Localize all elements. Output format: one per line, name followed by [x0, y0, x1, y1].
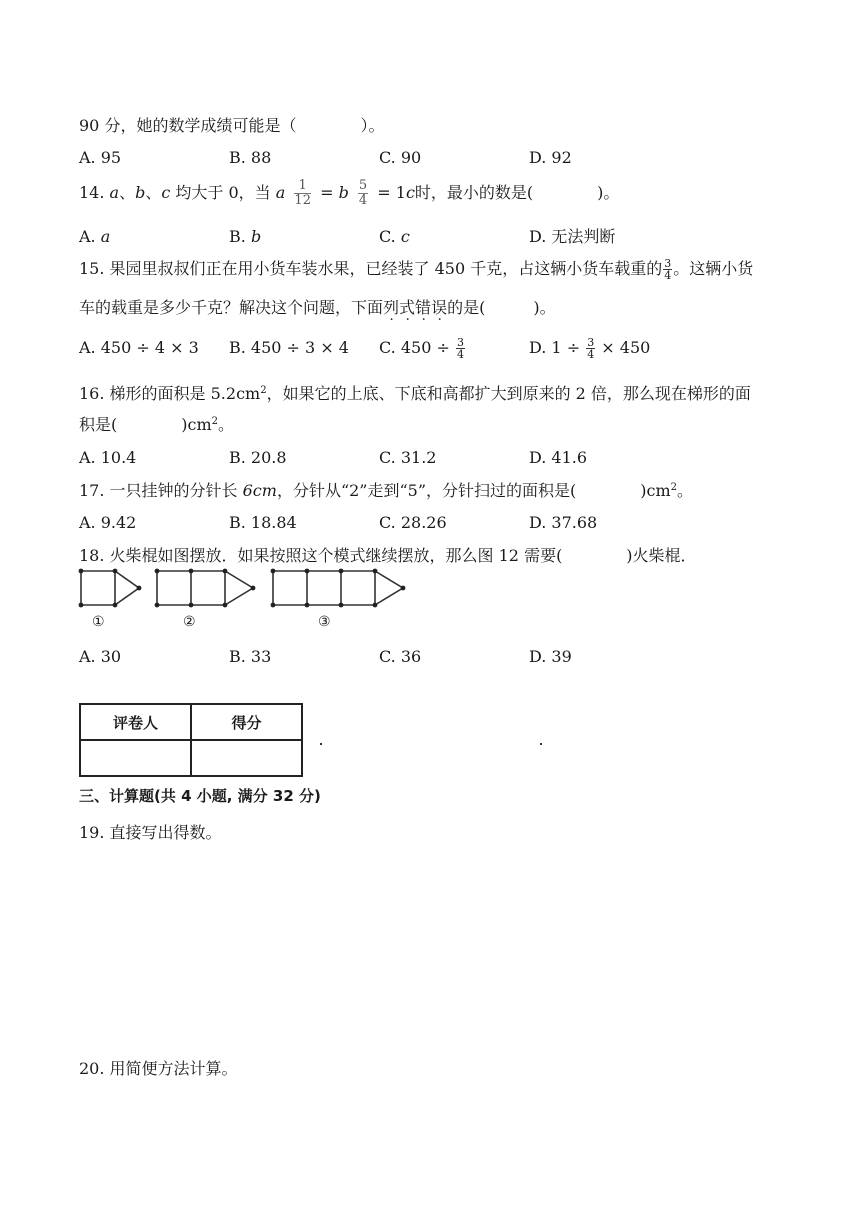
q15-fraction: $\frac{3}{4}$	[664, 257, 672, 282]
speck-mark	[320, 743, 322, 745]
q16-option-c: C. 31.2	[379, 448, 437, 467]
matchstick-figure-2	[157, 571, 253, 605]
q16-option-d: D. 41.6	[529, 448, 588, 467]
q20-text: 20. 用简便方法计算。	[79, 1059, 238, 1078]
matchstick-figures	[75, 565, 415, 615]
q19-text: 19. 直接写出得数。	[79, 823, 222, 842]
q18-option-c: C. 36	[379, 647, 422, 666]
q14-option-c: C. c	[379, 227, 410, 246]
q18-option-b: B. 33	[229, 647, 272, 666]
q13-option-c: C. 90	[379, 148, 422, 167]
matchstick-figure-3	[273, 571, 403, 605]
score-table-score-cell[interactable]	[191, 740, 302, 776]
q14-fraction-1: $\frac{1}{12}$	[294, 178, 311, 208]
q15-text-line2: 车的载重是多少千克？解决这个问题，下面列式错误的是( )。	[79, 298, 556, 317]
q14-text: 14. a、b、c 均大于 0，当 a $\frac{1}{12}$ = b $\frac{5}{4}$ = 1c时，最小的数是( )。	[79, 178, 620, 208]
figure-label-1: ①	[92, 614, 105, 630]
score-table-header-grader: 评卷人	[80, 704, 191, 740]
speck-mark	[540, 743, 542, 745]
q13-option-b: B. 88	[229, 148, 272, 167]
score-table	[79, 703, 303, 777]
q18-option-a: A. 30	[79, 647, 122, 666]
q15-option-b: B. 450 ÷ 3 × 4	[229, 338, 349, 357]
q13-option-d: D. 92	[529, 148, 572, 167]
q17-option-a: A. 9.42	[79, 513, 137, 532]
q13-options	[79, 147, 799, 169]
q17-option-d: D. 37.68	[529, 513, 598, 532]
matchstick-figure-1	[81, 571, 139, 605]
q15-option-a: A. 450 ÷ 4 × 3	[79, 338, 199, 357]
q18-text: 18. 火柴棍如图摆放．如果按照这个模式继续摆放，那么图 12 需要( )火柴棍．	[79, 546, 697, 565]
q16-text-line2: 积是( )$cm^2$。	[79, 415, 235, 434]
q16-option-a: A. 10.4	[79, 448, 137, 467]
score-table-header-score: 得分	[191, 704, 302, 740]
q14-options	[79, 226, 799, 248]
q16-text-line1: 16. 梯形的面积是 $5.2cm^2$，如果它的上底、下底和高都扩大到原来的 2 倍，那么现在梯形的面	[79, 384, 751, 403]
q15-option-c: C. 450 ÷ $\frac{3}{4}$	[379, 336, 464, 361]
q17-options	[79, 512, 799, 534]
figure-label-2: ②	[183, 614, 196, 630]
q17-option-b: B. 18.84	[229, 513, 297, 532]
q13-text: 90 分，她的数学成绩可能是（ ）。	[79, 116, 385, 135]
q14-fraction-2: $\frac{5}{4}$	[358, 178, 368, 208]
figure-label-3: ③	[318, 614, 331, 630]
q14-option-b: B. b	[229, 227, 262, 246]
q17-option-c: C. 28.26	[379, 513, 447, 532]
section-title: 三、计算题(共 4 小题, 满分 32 分)	[79, 787, 321, 805]
q15-option-d: D. 1 ÷ $\frac{3}{4}$ × 450	[529, 336, 651, 361]
q14-option-a: A. a	[79, 227, 111, 246]
q13-option-a: A. 95	[79, 148, 122, 167]
q16-options	[79, 447, 799, 469]
q14-option-d: D. 无法判断	[529, 227, 616, 246]
q17-text: 17. 一只挂钟的分针长 6cm，分针从“2”走到“5”，分针扫过的面积是( )$cm^2$。	[79, 481, 694, 500]
q15-options	[79, 337, 799, 363]
q18-option-d: D. 39	[529, 647, 572, 666]
score-table-grader-cell[interactable]	[80, 740, 191, 776]
q15-text-line1: 15. 果园里叔叔们正在用小货车装水果，已经装了 450 千克，占这辆小货车载重的 $\frac{3}{4}$ 。这辆小货	[79, 257, 754, 282]
q18-options	[79, 646, 799, 668]
q16-option-b: B. 20.8	[229, 448, 287, 467]
